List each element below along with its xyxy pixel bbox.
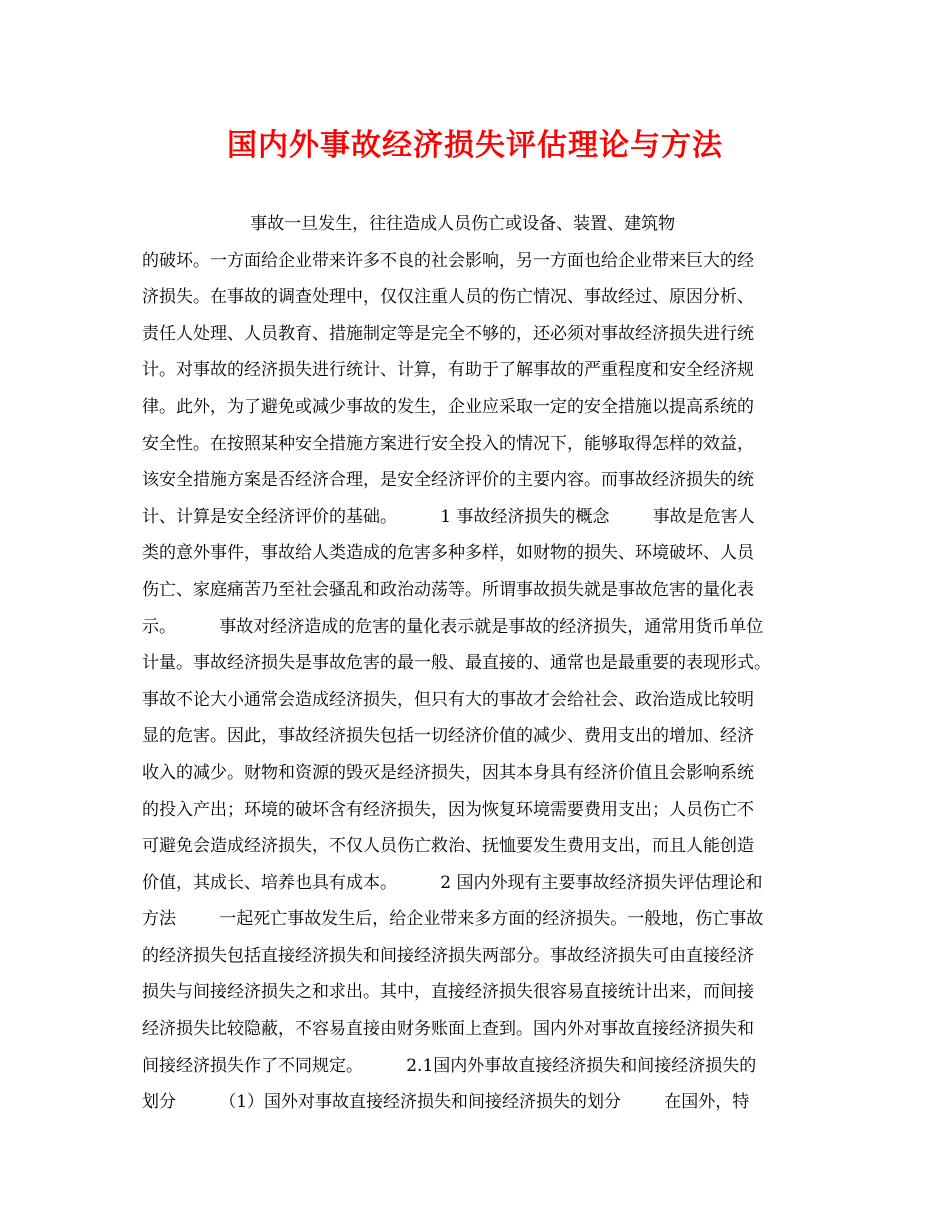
body-text-line: 价值，其成长、培养也具有成本。 2 国内外现有主要事故经济损失评估理论和 (142, 872, 763, 893)
body-text-line: 收入的减少。财物和资源的毁灭是经济损失，因其本身具有经济价值且会影响系统 (142, 762, 754, 783)
document-title: 国内外事故经济损失评估理论与方法 (227, 128, 723, 163)
body-text-line: 事故一旦发生，往往造成人员伤亡或设备、装置、建筑物 (142, 214, 676, 234)
body-text-line: 示。 事故对经济造成的危害的量化表示就是事故的经济损失，通常用货币单位 (142, 616, 764, 637)
document-body (142, 206, 822, 1121)
body-text-line: 该安全措施方案是否经济合理，是安全经济评价的主要内容。而事故经济损失的统 (142, 470, 754, 491)
body-text-line: 安全性。在按照某种安全措施方案进行安全投入的情况下，能够取得怎样的效益， (142, 433, 754, 454)
body-text-line: 显的危害。因此，事故经济损失包括一切经济价值的减少、费用支出的增加、经济 (142, 726, 754, 747)
body-text-line: 责任人处理、人员教育、措施制定等是完全不够的，还必须对事故经济损失进行统 (142, 323, 754, 344)
body-text-line: 济损失。在事故的调查处理中，仅仅注重人员的伤亡情况、事故经过、原因分析、 (142, 287, 754, 308)
body-text-line: 类的意外事件，事故给人类造成的危害多种多样，如财物的损失、环境破坏、人员 (142, 543, 754, 564)
body-text-line: 伤亡、家庭痛苦乃至社会骚乱和政治动荡等。所谓事故损失就是事故危害的量化表 (142, 579, 754, 600)
body-text-line: 计、计算是安全经济评价的基础。 1 事故经济损失的概念 事故是危害人 (142, 506, 755, 527)
body-text-line: 的投入产出；环境的破坏含有经济损失，因为恢复环境需要费用支出；人员伤亡不 (142, 799, 754, 820)
body-text-line: 的经济损失包括直接经济损失和间接经济损失两部分。事故经济损失可由直接经济 (142, 945, 754, 966)
body-text-line: 划分 （1）国外对事故直接经济损失和间接经济损失的划分 在国外，特 (142, 1092, 750, 1113)
body-text-line: 间接经济损失作了不同规定。 2.1国内外事故直接经济损失和间接经济损失的 (142, 1055, 757, 1076)
body-text-line: 计。对事故的经济损失进行统计、计算，有助于了解事故的严重程度和安全经济规 (142, 360, 754, 381)
body-text-line: 事故不论大小通常会造成经济损失，但只有大的事故才会给社会、政治造成比较明 (142, 689, 754, 710)
body-text-line: 方法 一起死亡事故发生后，给企业带来多方面的经济损失。一般地，伤亡事故 (142, 909, 764, 930)
body-text-line: 经济损失比较隐蔽，不容易直接由财务账面上查到。国内外对事故直接经济损失和 (142, 1019, 754, 1040)
body-text-line: 律。此外，为了避免或减少事故的发生，企业应采取一定的安全措施以提高系统的 (142, 396, 754, 417)
body-text-line: 损失与间接经济损失之和求出。其中，直接经济损失很容易直接统计出来，而间接 (142, 982, 754, 1003)
body-text-line: 可避免会造成经济损失，不仅人员伤亡救治、抚恤要发生费用支出，而且人能创造 (142, 836, 754, 857)
body-text-line: 的破坏。一方面给企业带来许多不良的社会影响，另一方面也给企业带来巨大的经 (142, 250, 754, 271)
body-text-line: 计量。事故经济损失是事故危害的最一般、最直接的、通常也是最重要的表现形式。 (142, 653, 771, 674)
